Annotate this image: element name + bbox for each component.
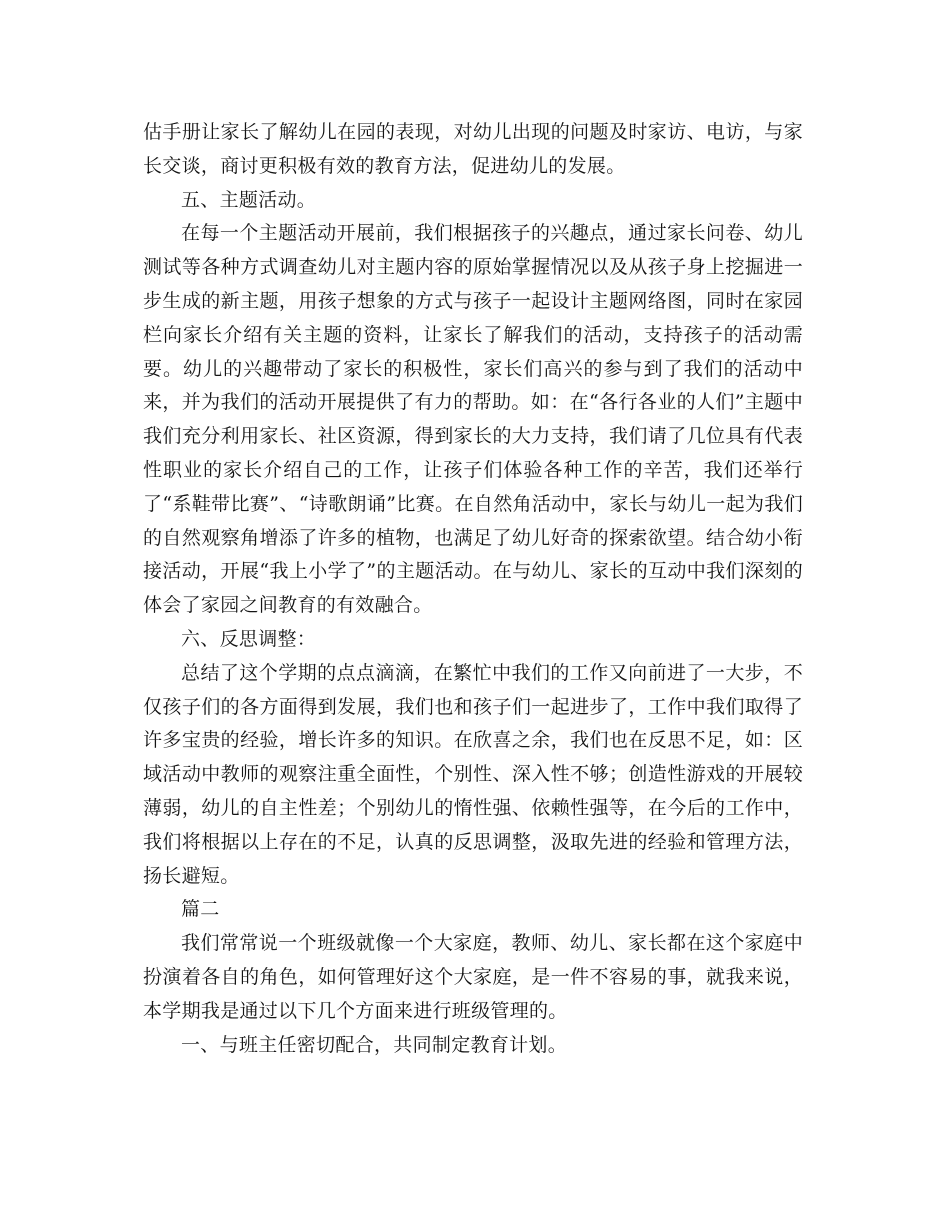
paragraph-part-2-intro: 我们常常说一个班级就像一个大家庭，教师、幼儿、家长都在这个家庭中扮演着各自的角色，如何管理好这个大家庭，是一件不容易的事，就我来说，本学期我是通过以下几个方面来进行班级管理的。 [143, 932, 803, 1022]
paragraph-continued: 估手册让家长了解幼儿在园的表现，对幼儿出现的问题及时家访、电访，与家长交谈，商讨更积极有效的教育方法，促进幼儿的发展。 [143, 121, 803, 177]
section-heading-reflection: 六、反思调整： [181, 627, 317, 650]
section-heading-cooperation: 一、与班主任密切配合，共同制定教育计划。 [181, 1033, 568, 1056]
section-heading-theme-activities: 五、主题活动。 [181, 188, 317, 211]
paragraph-theme-activities: 在每一个主题活动开展前，我们根据孩子的兴趣点，通过家长问卷、幼儿测试等各种方式调查幼儿对主题内容的原始掌握情况以及从孩子身上挖掘进一步生成的新主题，用孩子想象的方式与孩子一起设计主题网络图，同时在家园栏向家长介绍有关主题的资料，让家长了解我们的活动，支持孩子的活动需要。幼儿的兴趣带动了家长的积极性，家长们高兴的参与到了我们的活动中来，并为我们的活动开展提供了有力的帮助。如：在“各行各业的人们”主题中我们充分利用家长、社区资源，得到家长的大力支持，我们请了几位具有代表性职业的家长介绍自己的工作，让孩子们体验各种工作的辛苦，我们还举行了“系鞋带比赛”、“诗歌朗诵”比赛。在自然角活动中，家长与幼儿一起为我们的自然观察角增添了许多的植物，也满足了幼儿好奇的探索欲望。结合幼小衔接活动，开展“我上小学了”的主题活动。在与幼儿、家长的互动中我们深刻的体会了家园之间教育的有效融合。 [143, 222, 803, 617]
paragraph-reflection: 总结了这个学期的点点滴滴，在繁忙中我们的工作又向前进了一大步，不仅孩子们的各方面得到发展，我们也和孩子们一起进步了，工作中我们取得了许多宝贵的经验，增长许多的知识。在欣喜之余，我们也在反思不足，如：区域活动中教师的观察注重全面性，个别性、深入性不够；创造性游戏的开展较薄弱，幼儿的自主性差；个别幼儿的惰性强、依赖性强等，在今后的工作中，我们将根据以上存在的不足，认真的反思调整，汲取先进的经验和管理方法，扬长避短。 [143, 661, 803, 887]
part-heading-2: 篇二 [181, 898, 220, 921]
document-body [143, 116, 803, 1062]
